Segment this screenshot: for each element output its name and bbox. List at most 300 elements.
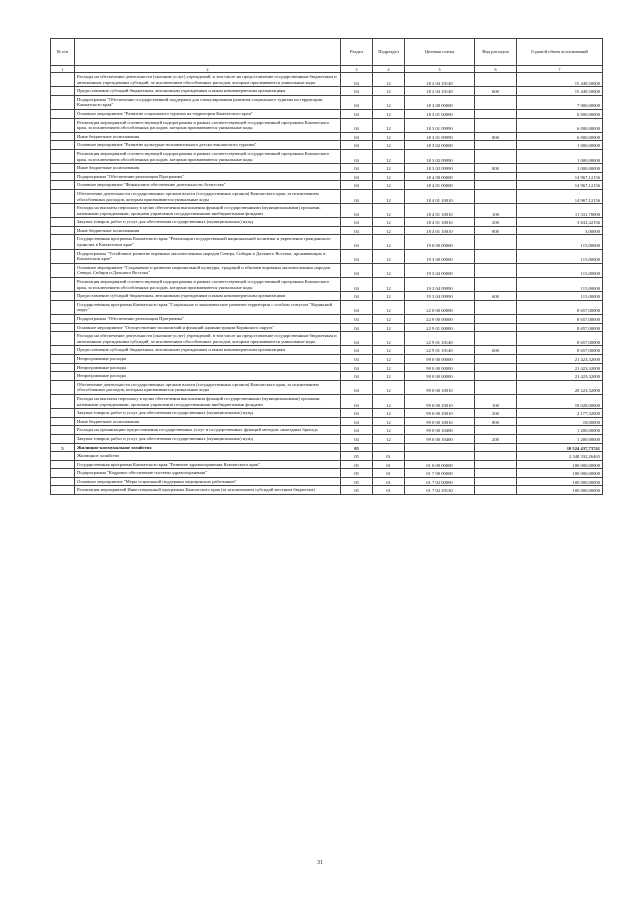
row-razdel: 04 — [341, 417, 373, 426]
row-razdel: 05 — [341, 460, 373, 469]
row-sum: 1 000,00000 — [517, 164, 603, 173]
row-sum: 8 657,00000 — [517, 346, 603, 355]
header-num: № п/п — [51, 39, 75, 66]
table-row — [51, 149, 603, 163]
row-sum: 8 657,00000 — [517, 323, 603, 332]
row-podrazdel: 12 — [373, 218, 405, 227]
table-row — [51, 354, 603, 363]
row-vr: 800 — [475, 226, 517, 235]
table-row — [51, 443, 603, 452]
row-number — [51, 417, 75, 426]
row-name: Закупка товаров, работ и услуг для обеспечения государственных (муниципальных) нужд — [75, 434, 341, 443]
row-csr: 18 4 01 00000 — [405, 181, 475, 190]
row-razdel: 05 — [341, 469, 373, 478]
row-podrazdel: 12 — [373, 172, 405, 181]
row-number — [51, 292, 75, 301]
row-number — [51, 141, 75, 150]
row-number — [51, 95, 75, 109]
row-sum: 3 632,42156 — [517, 218, 603, 227]
row-csr — [405, 443, 475, 452]
row-csr: 99 0 00 10400 — [405, 426, 475, 435]
row-razdel: 04 — [341, 226, 373, 235]
row-csr: 18 3 01 00000 — [405, 109, 475, 118]
row-number — [51, 323, 75, 332]
row-vr — [475, 249, 517, 263]
row-razdel: 05 — [341, 486, 373, 495]
row-podrazdel: 12 — [373, 87, 405, 96]
header-podrazdel: Подраздел — [373, 39, 405, 66]
row-name: Реализация мероприятий соответствующей подпрограммы в рамках соответствующей государственной программы Камчатского края, за исключением обособленных расходов, которым присваиваются уникальные коды — [75, 118, 341, 132]
header-number-row — [51, 66, 603, 73]
row-number — [51, 486, 75, 495]
table-row — [51, 417, 603, 426]
row-csr: 18 3 01 09990 — [405, 118, 475, 132]
row-podrazdel: 12 — [373, 417, 405, 426]
row-csr: 22 9 01 00000 — [405, 323, 475, 332]
row-number — [51, 332, 75, 346]
table-row — [51, 346, 603, 355]
row-podrazdel: 12 — [373, 380, 405, 394]
row-razdel: 04 — [341, 87, 373, 96]
table-row — [51, 181, 603, 190]
row-number — [51, 172, 75, 181]
row-podrazdel: 01 — [373, 469, 405, 478]
header-number: 4 — [373, 66, 405, 73]
table-row — [51, 218, 603, 227]
row-number — [51, 346, 75, 355]
row-vr: 200 — [475, 409, 517, 418]
row-csr: 18 4 00 00000 — [405, 172, 475, 181]
row-csr: 22 0 00 00000 — [405, 300, 475, 314]
row-number — [51, 394, 75, 408]
row-name: Подпрограмма "Обеспечение государственной поддержки для стимулирования развития социального туризма на территории Камчатского края" — [75, 95, 341, 109]
row-csr: 01 0 00 00000 — [405, 460, 475, 469]
row-razdel: 04 — [341, 346, 373, 355]
header-razdel: Раздел — [341, 39, 373, 66]
row-podrazdel: 12 — [373, 226, 405, 235]
row-number — [51, 189, 75, 203]
row-name: Основное мероприятие "Развитие культурно-познавательного детско-юношеского туризма" — [75, 141, 341, 150]
row-podrazdel — [373, 443, 405, 452]
row-csr: 99 0 00 10010 — [405, 394, 475, 408]
row-razdel: 04 — [341, 426, 373, 435]
row-sum: 100 000,00000 — [517, 469, 603, 478]
row-sum: 6 000,00000 — [517, 118, 603, 132]
row-vr — [475, 332, 517, 346]
row-vr — [475, 486, 517, 495]
table-row — [51, 118, 603, 132]
table-row — [51, 249, 603, 263]
row-razdel: 04 — [341, 118, 373, 132]
row-podrazdel: 12 — [373, 204, 405, 218]
row-sum: 115,00000 — [517, 263, 603, 277]
row-vr — [475, 363, 517, 372]
row-csr: 18 2 04 10140 — [405, 73, 475, 87]
table-row — [51, 278, 603, 292]
table-row — [51, 394, 603, 408]
row-vr — [475, 323, 517, 332]
row-name: Основное мероприятие "Осуществление полномочий и функций администрации Корякского округа" — [75, 323, 341, 332]
row-sum: 1 000,00000 — [517, 149, 603, 163]
row-csr: 18 3 02 00000 — [405, 141, 475, 150]
row-name: Подпрограмма "Кадровое обеспечение системы здравоохранения" — [75, 469, 341, 478]
row-razdel: 04 — [341, 409, 373, 418]
row-razdel: 04 — [341, 141, 373, 150]
row-number: 5 — [51, 443, 75, 452]
row-vr — [475, 263, 517, 277]
row-number — [51, 278, 75, 292]
row-sum: 21 423,32000 — [517, 372, 603, 381]
header-row — [51, 39, 603, 66]
row-csr: 99 0 00 10010 — [405, 380, 475, 394]
row-vr: 600 — [475, 346, 517, 355]
header-number: 6 — [475, 66, 517, 73]
row-name: Основное мероприятие "Сохранение и развитие национальной культуры, традиций и обычаев коренных малочисленных народов Севера, Сибири и Дальнего Востока" — [75, 263, 341, 277]
header-number: 7 — [517, 66, 603, 73]
row-csr: 99 0 00 00000 — [405, 372, 475, 381]
row-number — [51, 469, 75, 478]
row-vr — [475, 141, 517, 150]
row-number — [51, 218, 75, 227]
row-sum: 115,00000 — [517, 249, 603, 263]
page-number: 31 — [317, 860, 323, 866]
row-sum: 8 657,00000 — [517, 332, 603, 346]
row-number — [51, 181, 75, 190]
row-csr: 22 9 01 10140 — [405, 346, 475, 355]
row-csr: 99 0 00 10010 — [405, 417, 475, 426]
row-sum: 15 449,50000 — [517, 73, 603, 87]
row-csr: 01 7 02 00000 — [405, 477, 475, 486]
row-sum: 2 177,32000 — [517, 409, 603, 418]
table-row — [51, 486, 603, 495]
row-sum: 21 423,32000 — [517, 363, 603, 372]
row-podrazdel: 12 — [373, 372, 405, 381]
row-csr: 01 7 00 00000 — [405, 469, 475, 478]
table-row — [51, 315, 603, 324]
row-name: Непрограммные расходы — [75, 363, 341, 372]
table-row — [51, 226, 603, 235]
row-csr: 18 2 04 10140 — [405, 87, 475, 96]
row-podrazdel: 12 — [373, 292, 405, 301]
row-razdel: 05 — [341, 477, 373, 486]
row-sum: 8 657,00000 — [517, 300, 603, 314]
row-number — [51, 477, 75, 486]
row-name: Расходы на обеспечение деятельности (оказание услуг) учреждений, в том числе на предоставление государственным бюджетным и автономным учреждениям субсидий, за исключением обособленных расходов, которым присваиваются уникальные коды — [75, 332, 341, 346]
row-sum: 100 000,00000 — [517, 477, 603, 486]
table-row — [51, 164, 603, 173]
row-sum: 115,00000 — [517, 292, 603, 301]
row-razdel: 04 — [341, 109, 373, 118]
row-number — [51, 149, 75, 163]
row-vr: 200 — [475, 434, 517, 443]
row-number — [51, 300, 75, 314]
row-number — [51, 226, 75, 235]
header-name — [75, 39, 341, 66]
row-vr — [475, 372, 517, 381]
header-sum: Годовой объем ассигнований — [517, 39, 603, 66]
row-podrazdel: 12 — [373, 149, 405, 163]
row-vr — [475, 426, 517, 435]
row-podrazdel: 01 — [373, 452, 405, 461]
row-razdel: 04 — [341, 278, 373, 292]
row-name: Реализация мероприятий Инвестиционной программы Камчатского края (за исключением субсидий местным бюджетам) — [75, 486, 341, 495]
row-vr: 600 — [475, 292, 517, 301]
table-row — [51, 409, 603, 418]
row-name: Обеспечение деятельности государственных органов власти (государственных органов) Камчатского края, за исключением обособленных расходов, которым присваиваются уникальные коды — [75, 380, 341, 394]
row-number — [51, 109, 75, 118]
row-number — [51, 73, 75, 87]
row-razdel: 04 — [341, 323, 373, 332]
row-razdel: 04 — [341, 394, 373, 408]
row-vr — [475, 300, 517, 314]
table-row — [51, 434, 603, 443]
row-razdel: 04 — [341, 332, 373, 346]
row-razdel: 05 — [341, 443, 373, 452]
row-podrazdel: 12 — [373, 141, 405, 150]
row-name: Предоставление субсидий бюджетным, автономным учреждениям и иным некоммерческим организациям — [75, 87, 341, 96]
row-sum: 6 000,00000 — [517, 109, 603, 118]
row-sum: 115,00000 — [517, 278, 603, 292]
row-podrazdel: 12 — [373, 164, 405, 173]
table-row — [51, 109, 603, 118]
row-number — [51, 164, 75, 173]
row-name: Государственная программа Камчатского края "Развитие здравоохранения Камчатского края" — [75, 460, 341, 469]
table-row — [51, 426, 603, 435]
table-row — [51, 477, 603, 486]
table-row — [51, 372, 603, 381]
row-razdel: 05 — [341, 452, 373, 461]
row-name: Обеспечение деятельности государственных органов власти (государственных органов) Камчатского края, за исключением обособленных расходов, которым присваиваются уникальные коды — [75, 189, 341, 203]
row-csr: 18 3 02 09990 — [405, 149, 475, 163]
row-name: Иные бюджетные ассигнования — [75, 226, 341, 235]
row-name: Реализация мероприятий соответствующей подпрограммы в рамках соответствующей государственной программы Камчатского края, за исключением обособленных расходов, которым присваиваются уникальные коды — [75, 149, 341, 163]
row-csr: 01 7 02 10130 — [405, 486, 475, 495]
table-row — [51, 363, 603, 372]
header-number: 2 — [75, 66, 341, 73]
row-vr: 600 — [475, 87, 517, 96]
row-csr: 19 0 00 00000 — [405, 235, 475, 249]
row-csr: 22 9 01 10140 — [405, 332, 475, 346]
row-razdel: 04 — [341, 372, 373, 381]
table-row — [51, 323, 603, 332]
table-row — [51, 300, 603, 314]
budget-table — [50, 38, 603, 495]
row-csr: 22 9 00 00000 — [405, 315, 475, 324]
row-vr — [475, 315, 517, 324]
row-podrazdel: 12 — [373, 73, 405, 87]
row-sum: 14 967,12156 — [517, 172, 603, 181]
row-podrazdel: 12 — [373, 409, 405, 418]
row-podrazdel: 12 — [373, 363, 405, 372]
row-number — [51, 452, 75, 461]
row-name: Иные бюджетные ассигнования — [75, 132, 341, 141]
row-sum: 115,00000 — [517, 235, 603, 249]
row-csr: 99 0 00 00000 — [405, 354, 475, 363]
row-sum: 14 967,12156 — [517, 181, 603, 190]
row-vr: 100 — [475, 394, 517, 408]
row-csr: 18 3 00 00000 — [405, 95, 475, 109]
row-podrazdel: 12 — [373, 278, 405, 292]
row-number — [51, 235, 75, 249]
row-name: Основное мероприятие "Меры социальной поддержки медицинских работников" — [75, 477, 341, 486]
row-number — [51, 315, 75, 324]
table-row — [51, 452, 603, 461]
row-vr — [475, 460, 517, 469]
row-razdel: 04 — [341, 172, 373, 181]
row-vr — [475, 189, 517, 203]
row-razdel: 04 — [341, 149, 373, 163]
row-number — [51, 460, 75, 469]
row-podrazdel: 12 — [373, 263, 405, 277]
row-podrazdel: 12 — [373, 300, 405, 314]
row-vr: 800 — [475, 164, 517, 173]
row-razdel: 04 — [341, 189, 373, 203]
row-sum: 1 200,00000 — [517, 426, 603, 435]
row-vr — [475, 477, 517, 486]
row-vr — [475, 181, 517, 190]
row-vr — [475, 443, 517, 452]
row-sum: 8 657,00000 — [517, 315, 603, 324]
row-podrazdel: 12 — [373, 95, 405, 109]
row-vr — [475, 95, 517, 109]
row-podrazdel: 12 — [373, 118, 405, 132]
row-csr: 18 4 01 10010 — [405, 189, 475, 203]
row-podrazdel: 01 — [373, 460, 405, 469]
row-number — [51, 372, 75, 381]
table-row — [51, 87, 603, 96]
row-csr: 18 4 01 10010 — [405, 204, 475, 218]
row-name: Основное мероприятие "Развитие социального туризма на территории Камчатского края" — [75, 109, 341, 118]
row-vr — [475, 354, 517, 363]
row-sum: 18,00000 — [517, 417, 603, 426]
header-vr: Вид расходов — [475, 39, 517, 66]
row-sum: 14 967,12156 — [517, 189, 603, 203]
row-csr: 99 0 00 00000 — [405, 363, 475, 372]
budget-table-sheet — [50, 38, 602, 495]
row-sum: 15 449,50000 — [517, 87, 603, 96]
header-number: 1 — [51, 66, 75, 73]
row-sum: 6 000,00000 — [517, 132, 603, 141]
row-vr: 200 — [475, 218, 517, 227]
row-number — [51, 249, 75, 263]
row-vr — [475, 149, 517, 163]
row-razdel: 04 — [341, 300, 373, 314]
row-sum: 7 000,00000 — [517, 95, 603, 109]
row-name: Государственная программа Камчатского края "Социальное и экономическое развитие территории с особым статусом "Корякский округ" — [75, 300, 341, 314]
row-razdel: 04 — [341, 249, 373, 263]
row-csr: 18 3 02 09990 — [405, 164, 475, 173]
row-sum: 1 200,00000 — [517, 434, 603, 443]
row-name: Реализация мероприятий соответствующей подпрограммы в рамках соответствующей государственной программы Камчатского края, за исключением обособленных расходов, которым присваиваются уникальные коды — [75, 278, 341, 292]
row-name: Иные бюджетные ассигнования — [75, 164, 341, 173]
row-podrazdel: 12 — [373, 181, 405, 190]
row-vr — [475, 73, 517, 87]
table-body — [51, 73, 603, 495]
row-csr: 99 0 00 10010 — [405, 409, 475, 418]
header-number: 3 — [341, 66, 373, 73]
row-number — [51, 118, 75, 132]
row-name: Расходы на выплаты персоналу в целях обеспечения выполнения функций государственными (муниципальными) органами, казенными учреждениями, органами управления государственными внебюджетными фондами — [75, 204, 341, 218]
table-row — [51, 189, 603, 203]
row-vr: 800 — [475, 132, 517, 141]
row-name: Закупка товаров, работ и услуг для обеспечения государственных (муниципальных) нужд — [75, 409, 341, 418]
row-number — [51, 434, 75, 443]
row-name: Подпрограмма "Устойчивое развитие коренных малочисленных народов Севера, Сибири и Дальнего Востока, проживающих в Камчатском крае" — [75, 249, 341, 263]
row-csr: 18 4 01 10010 — [405, 218, 475, 227]
table-row — [51, 460, 603, 469]
row-vr — [475, 172, 517, 181]
row-podrazdel: 12 — [373, 315, 405, 324]
row-razdel: 04 — [341, 235, 373, 249]
row-podrazdel: 12 — [373, 346, 405, 355]
table-row — [51, 332, 603, 346]
row-vr — [475, 452, 517, 461]
row-csr: 18 3 01 09990 — [405, 132, 475, 141]
row-razdel: 04 — [341, 263, 373, 277]
row-number — [51, 363, 75, 372]
row-razdel: 04 — [341, 218, 373, 227]
row-csr: 19 3 04 09990 — [405, 292, 475, 301]
row-sum: 21 423,32000 — [517, 354, 603, 363]
row-podrazdel: 12 — [373, 109, 405, 118]
row-name: Подпрограмма "Обеспечение реализации Программы" — [75, 315, 341, 324]
table-row — [51, 132, 603, 141]
row-razdel: 04 — [341, 95, 373, 109]
row-sum: 1 000,00000 — [517, 141, 603, 150]
row-razdel: 04 — [341, 164, 373, 173]
row-razdel: 04 — [341, 132, 373, 141]
row-podrazdel: 01 — [373, 477, 405, 486]
row-podrazdel: 12 — [373, 434, 405, 443]
row-razdel: 04 — [341, 434, 373, 443]
row-vr: 800 — [475, 417, 517, 426]
row-podrazdel: 12 — [373, 354, 405, 363]
row-razdel: 04 — [341, 292, 373, 301]
row-vr — [475, 109, 517, 118]
table-row — [51, 73, 603, 87]
row-sum: 11 331,70000 — [517, 204, 603, 218]
row-name: Предоставление субсидий бюджетным, автономным учреждениям и иным некоммерческим организациям — [75, 346, 341, 355]
row-razdel: 04 — [341, 73, 373, 87]
row-podrazdel: 12 — [373, 189, 405, 203]
row-podrazdel: 12 — [373, 132, 405, 141]
row-csr — [405, 452, 475, 461]
row-vr — [475, 235, 517, 249]
row-name: Непрограммные расходы — [75, 354, 341, 363]
table-row — [51, 95, 603, 109]
row-name: Жилищно-коммунальное хозяйство — [75, 443, 341, 452]
table-row — [51, 292, 603, 301]
row-csr: 19 3 04 09990 — [405, 278, 475, 292]
row-podrazdel: 12 — [373, 394, 405, 408]
row-sum: 100 000,00000 — [517, 460, 603, 469]
row-razdel: 04 — [341, 204, 373, 218]
row-number — [51, 132, 75, 141]
row-vr: 100 — [475, 204, 517, 218]
row-name: Государственная программа Камчатского края "Реализация государственной национальной политики и укрепление гражданского единства в Камчатском крае" — [75, 235, 341, 249]
header-csr: Целевая статья — [405, 39, 475, 66]
row-razdel: 04 — [341, 181, 373, 190]
row-number — [51, 87, 75, 96]
row-sum: 18 028,00000 — [517, 394, 603, 408]
row-vr — [475, 469, 517, 478]
row-name: Основное мероприятие "Финансовое обеспечение деятельности Агентства" — [75, 181, 341, 190]
row-name: Предоставление субсидий бюджетным, автономным учреждениям и иным некоммерческим организациям — [75, 292, 341, 301]
row-vr — [475, 380, 517, 394]
row-podrazdel: 12 — [373, 426, 405, 435]
row-sum: 100 000,00000 — [517, 486, 603, 495]
table-row — [51, 469, 603, 478]
